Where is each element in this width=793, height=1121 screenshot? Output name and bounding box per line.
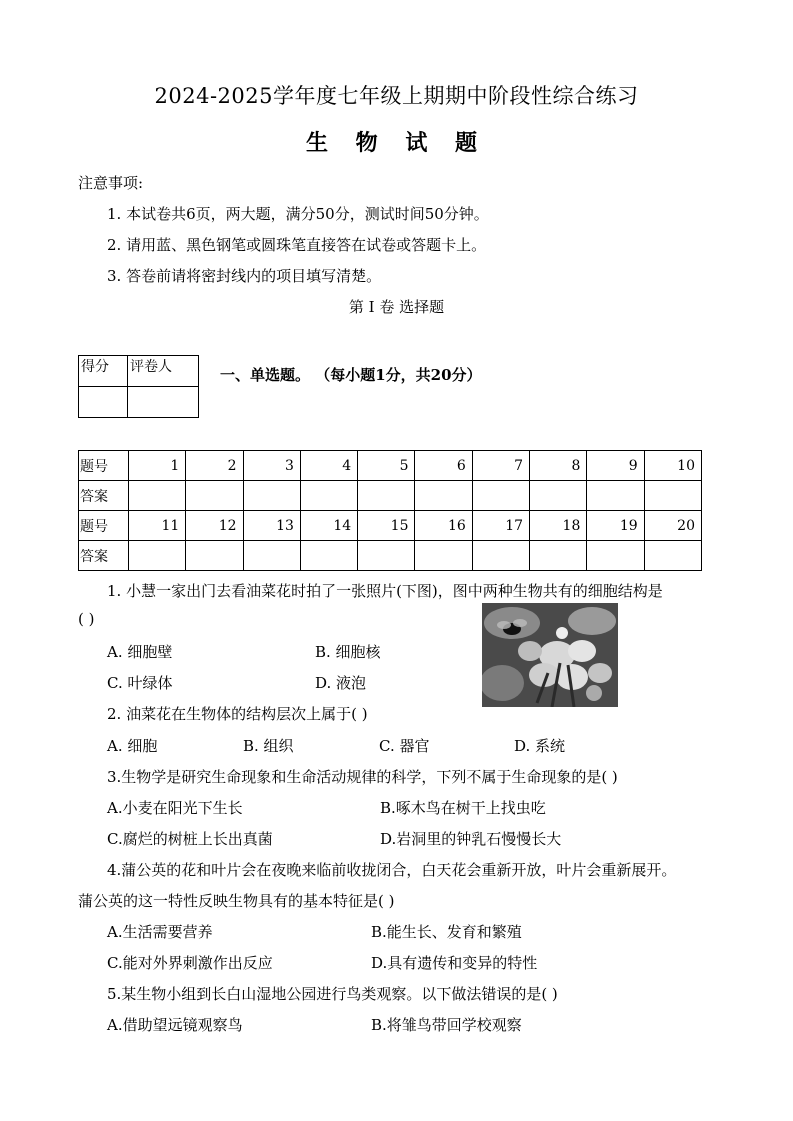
question-1-option-a: A. 细胞壁 [107,643,173,661]
question-number: 7 [472,451,529,481]
row-label: 答案 [79,541,129,571]
question-4-option-b: B.能生长、发育和繁殖 [371,923,522,941]
notice-item: 3. 答卷前请将密封线内的项目填写清楚。 [107,267,382,285]
question-2-stem: 2. 油菜花在生物体的结构层次上属于( ) [107,705,368,723]
answer-cell [186,541,243,571]
question-4-option-c: C.能对外界刺激作出反应 [107,954,273,972]
question-2-option-b: B. 组织 [243,737,294,755]
answer-cell [530,541,587,571]
answer-cell [243,541,300,571]
answer-cell [186,481,243,511]
answer-cell [644,481,701,511]
question-number: 8 [530,451,587,481]
question-4-option-a: A.生活需要营养 [107,923,213,941]
question-5-option-b: B.将雏鸟带回学校观察 [371,1016,522,1034]
score-cell [79,387,128,418]
subject-title: 生 物 试 题 [306,130,487,156]
question-number: 15 [358,511,415,541]
question-number: 14 [300,511,357,541]
notice-item: 1. 本试卷共6页，两大题，满分50分，测试时间50分钟。 [107,205,489,223]
answer-cell [415,541,472,571]
question-number: 1 [129,451,186,481]
question-5-stem: 5.某生物小组到长白山湿地公园进行鸟类观察。以下做法错误的是( ) [107,985,558,1003]
question-4-option-d: D.具有遗传和变异的特性 [371,954,538,972]
row-label: 题号 [79,451,129,481]
page-title: 2024-2025学年度七年级上期期中阶段性综合练习 [154,84,639,108]
answer-cell [300,541,357,571]
grader-label: 评卷人 [128,356,199,387]
question-number: 6 [415,451,472,481]
section-header: 第 I 卷 选择题 [348,298,445,316]
question-3-option-d: D.岩洞里的钟乳石慢慢长大 [380,830,562,848]
score-label: 得分 [79,356,128,387]
rapeseed-flower-photo [482,603,618,707]
question-3-option-b: B.啄木鸟在树干上找虫吃 [380,799,546,817]
section1-title: 一、单选题。 （每小题1分，共20分） [220,366,482,384]
answer-row [79,481,702,511]
question-3-option-a: A.小麦在阳光下生长 [107,799,243,817]
number-row [79,451,702,481]
question-number: 12 [186,511,243,541]
row-label: 答案 [79,481,129,511]
question-number: 3 [243,451,300,481]
answer-cell [472,541,529,571]
row-label: 题号 [79,511,129,541]
question-number: 11 [129,511,186,541]
question-2-option-c: C. 器官 [379,737,430,755]
question-1-option-d: D. 液泡 [315,674,367,692]
question-2-option-a: A. 细胞 [107,737,158,755]
answer-row [79,541,702,571]
grader-cell [128,387,199,418]
question-number: 17 [472,511,529,541]
question-3-stem: 3.生物学是研究生命现象和生命活动规律的科学，下列不属于生命现象的是( ) [107,768,618,786]
answer-cell [243,481,300,511]
notice-heading: 注意事项: [78,174,144,192]
question-number: 20 [644,511,701,541]
question-number: 18 [530,511,587,541]
question-1-option-c: C. 叶绿体 [107,674,173,692]
answer-cell [129,541,186,571]
answer-cell [472,481,529,511]
question-2-option-d: D. 系统 [514,737,566,755]
question-number: 19 [587,511,644,541]
question-1-stem: 1. 小慧一家出门去看油菜花时拍了一张照片(下图)，图中两种生物共有的细胞结构是 [107,582,663,600]
answer-cell [129,481,186,511]
answer-cell [587,481,644,511]
answer-table [78,450,702,571]
question-4-stem: 4.蒲公英的花和叶片会在夜晚来临前收拢闭合，白天花会重新开放，叶片会重新展开。 [107,861,677,879]
question-number: 10 [644,451,701,481]
answer-cell [587,541,644,571]
answer-cell [300,481,357,511]
question-1-paren: ( ) [78,610,95,628]
question-number: 13 [243,511,300,541]
number-row [79,511,702,541]
answer-cell [415,481,472,511]
question-number: 4 [300,451,357,481]
question-number: 16 [415,511,472,541]
answer-cell [358,481,415,511]
score-box [78,355,199,418]
question-4-stem-cont: 蒲公英的这一特性反映生物具有的基本特征是( ) [78,892,395,910]
question-3-option-c: C.腐烂的树桩上长出真菌 [107,830,273,848]
answer-cell [358,541,415,571]
question-5-option-a: A.借助望远镜观察鸟 [107,1016,243,1034]
question-number: 2 [186,451,243,481]
notice-item: 2. 请用蓝、黑色钢笔或圆珠笔直接答在试卷或答题卡上。 [107,236,487,254]
question-number: 9 [587,451,644,481]
answer-cell [644,541,701,571]
answer-cell [530,481,587,511]
question-number: 5 [358,451,415,481]
question-1-option-b: B. 细胞核 [315,643,381,661]
